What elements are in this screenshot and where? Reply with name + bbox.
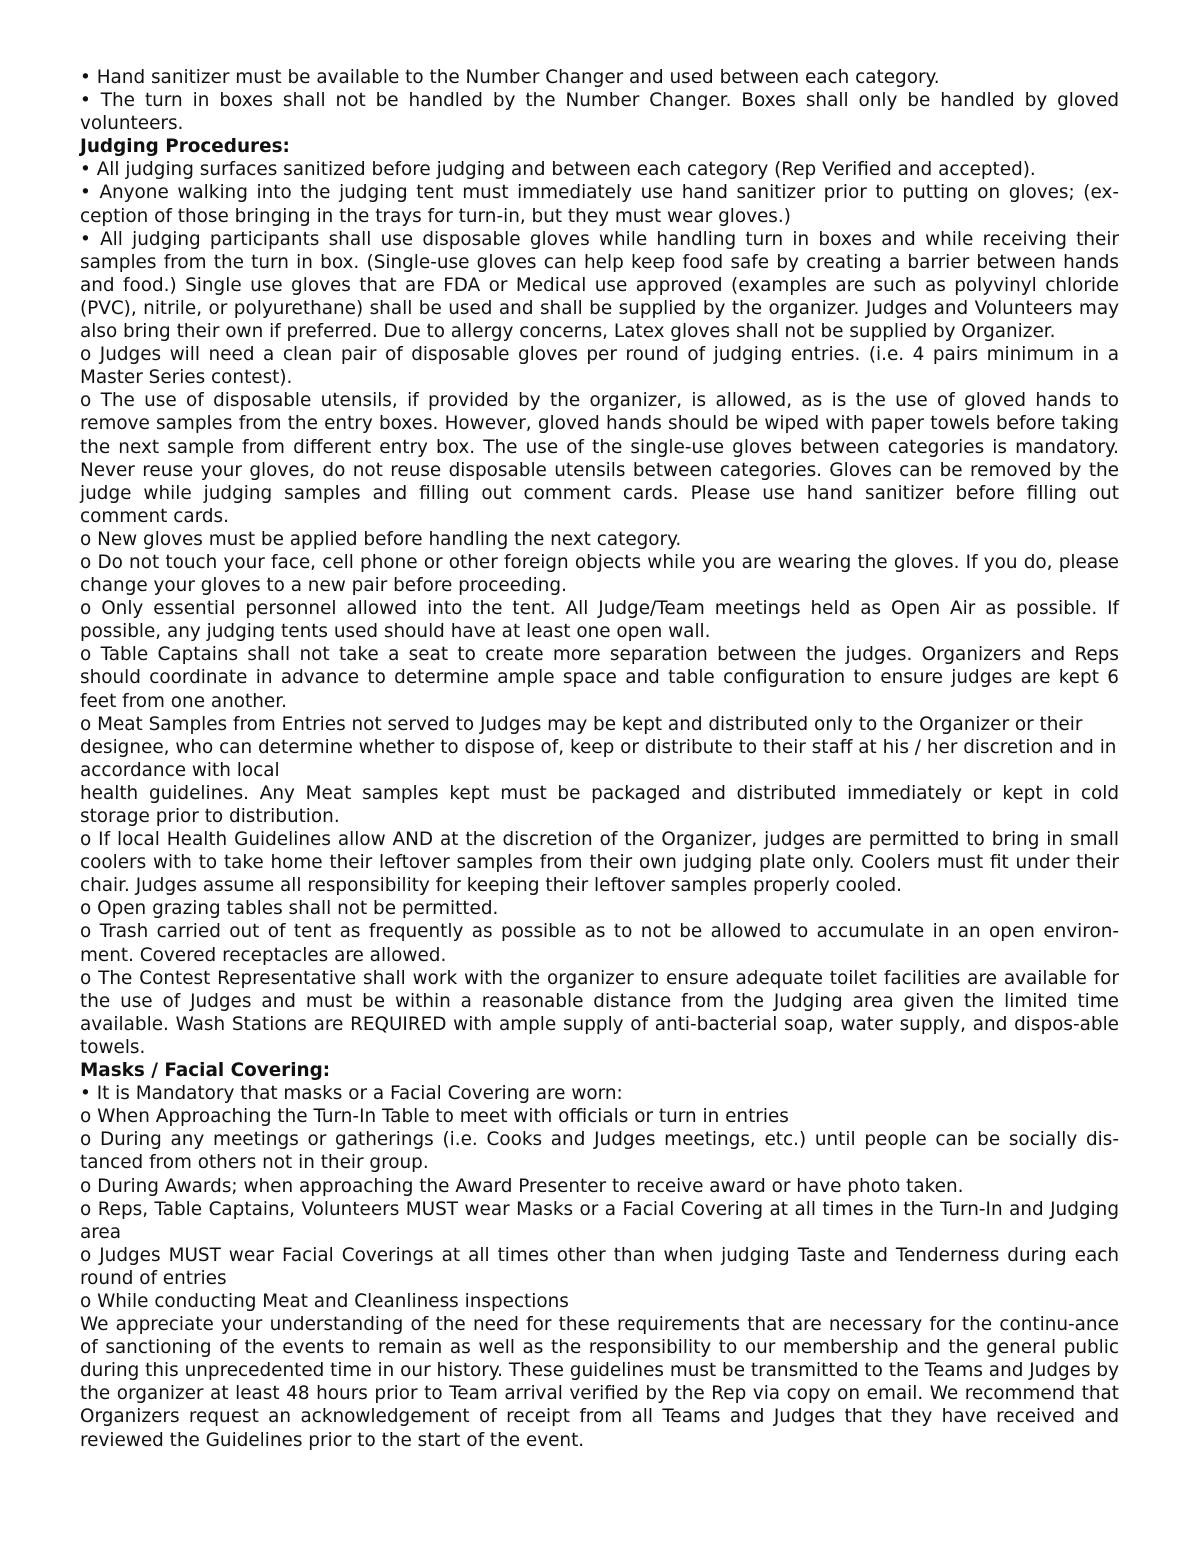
judging-item: o Do not touch your face, cell phone or other foreign objects while you are wearing the gloves. If you do, please change your gloves to a new pair before proceeding. xyxy=(80,551,1119,597)
judging-item: o Trash carried out of tent as frequently as possible as to not be allowed to accumulate in an open environ-ment. Covered receptacles are allowed. xyxy=(80,921,1119,966)
judging-item: o If local Health Guidelines allow AND at the discretion of the Organizer, judges are permitted to bring in small coolers with to take home their leftover samples from their own judging plate only. Coolers must fit under their chair. Judges assume all responsibility for keeping their leftover samples properly cooled. xyxy=(80,829,1119,897)
judging-item: o The Contest Representative shall work with the organizer to ensure adequate toilet facilities are available for the use of Judges and must be within a reasonable distance from the Judging area given the limited time available. Wash Stations are REQUIRED with ample supply of anti-bacterial soap, water supply, and dispos-able towels. xyxy=(80,967,1119,1058)
judging-item: • All judging surfaces sanitized before judging and between each category (Rep Verified and accepted). xyxy=(80,159,1036,181)
paragraph-hand-sanitizer: • Hand sanitizer must be available to the Number Changer and used between each category. xyxy=(80,67,940,88)
judging-item: • Anyone walking into the judging tent must immediately use hand sanitizer prior to putting on gloves; (ex-ception of those bringing in the trays for turn-in, but they must wear gloves.) xyxy=(80,182,1119,227)
masks-item: o During Awards; when approaching the Award Presenter to receive award or have photo taken. xyxy=(80,1175,964,1197)
masks-item: • It is Mandatory that masks or a Facial Covering are worn: xyxy=(80,1083,623,1105)
judging-item: o Table Captains shall not take a seat to create more separation between the judges. Organizers and Reps should coordinate in advance to determine ample space and table configuration to ensure judges are kept 6 feet from one another. xyxy=(80,644,1119,712)
heading-judging-procedures: Judging Procedures: xyxy=(80,136,290,158)
masks-item: o When Approaching the Turn-In Table to meet with officials or turn in entries xyxy=(80,1106,789,1128)
judging-item: o The use of disposable utensils, if provided by the organizer, is allowed, as is the use of gloved hands to remove samples from the entry boxes. However, gloved hands should be wiped with paper towels before taking the next sample from different entry box. The use of the single-use gloves between categories is mandatory. Never reuse your gloves, do not reuse disposable utensils between categories. Gloves can be removed by the judge while judging samples and filling out comment cards. Please use hand sanitizer before filling out comment cards. xyxy=(80,390,1119,527)
masks-item: o Judges MUST wear Facial Coverings at all times other than when judging Taste and Tenderness during each round of entries xyxy=(80,1244,1119,1289)
paragraph-turn-in-boxes: • The turn in boxes shall not be handled by the Number Changer. Boxes shall only be handled by gloved volunteers. xyxy=(80,90,1119,135)
masks-item: o Reps, Table Captains, Volunteers MUST wear Masks or a Facial Covering at all times in the Turn-In and Judging area xyxy=(80,1198,1119,1243)
closing-paragraph: We appreciate your understanding of the need for these requirements that are necessary for the continu-ance of sanctioning of the events to remain as well as the responsibility to our membership and the general public during this unprecedented time in our history. These guidelines must be transmitted to the Teams and Judges by the organizer at least 48 hours prior to Team arrival verified by the Rep via copy on email. We recommend that Organizers request an acknowledgement of receipt from all Teams and Judges that they have received and reviewed the Guidelines prior to the start of the event. xyxy=(80,1314,1119,1451)
judging-item: o Only essential personnel allowed into the tent. All Judge/Team meetings held as Open Air as possible. If possible, any judging tents used should have at least one open wall. xyxy=(80,598,1119,643)
judging-item: health guidelines. Any Meat samples kept must be packaged and distributed immediately or kept in cold storage prior to distribution. xyxy=(80,782,1119,827)
heading-masks-facial-covering: Masks / Facial Covering: xyxy=(80,1060,331,1082)
judging-item: o Judges will need a clean pair of disposable gloves per round of judging entries. (i.e. 4 pairs minimum in a Master Series contest). xyxy=(80,344,1119,389)
masks-item: o While conducting Meat and Cleanliness inspections xyxy=(80,1290,569,1312)
document-page xyxy=(80,66,1119,1452)
judging-item: o Open grazing tables shall not be permitted. xyxy=(80,898,499,920)
judging-item: • All judging participants shall use disposable gloves while handling turn in boxes and while receiving their samples from the turn in box. (Single-use gloves can help keep food safe by creating a barrier between hands and food.) Single use gloves that are FDA or Medical use approved (examples are such as polyvinyl chloride (PVC), nitrile, or polyurethane) shall be used and shall be supplied by the organizer. Judges and Volunteers may also bring their own if preferred. Due to allergy concerns, Latex gloves shall not be supplied by Organizer. xyxy=(80,228,1119,343)
judging-item: o New gloves must be applied before handling the next category. xyxy=(80,528,682,550)
judging-item: o Meat Samples from Entries not served to Judges may be kept and distributed only to the Organizer or their designee, who can determine whether to dispose of, keep or distribute to their staff at his / her discretion and in accordance with local xyxy=(80,713,1117,781)
masks-item: o During any meetings or gatherings (i.e. Cooks and Judges meetings, etc.) until people can be socially dis-tanced from others not in their group. xyxy=(80,1129,1119,1174)
